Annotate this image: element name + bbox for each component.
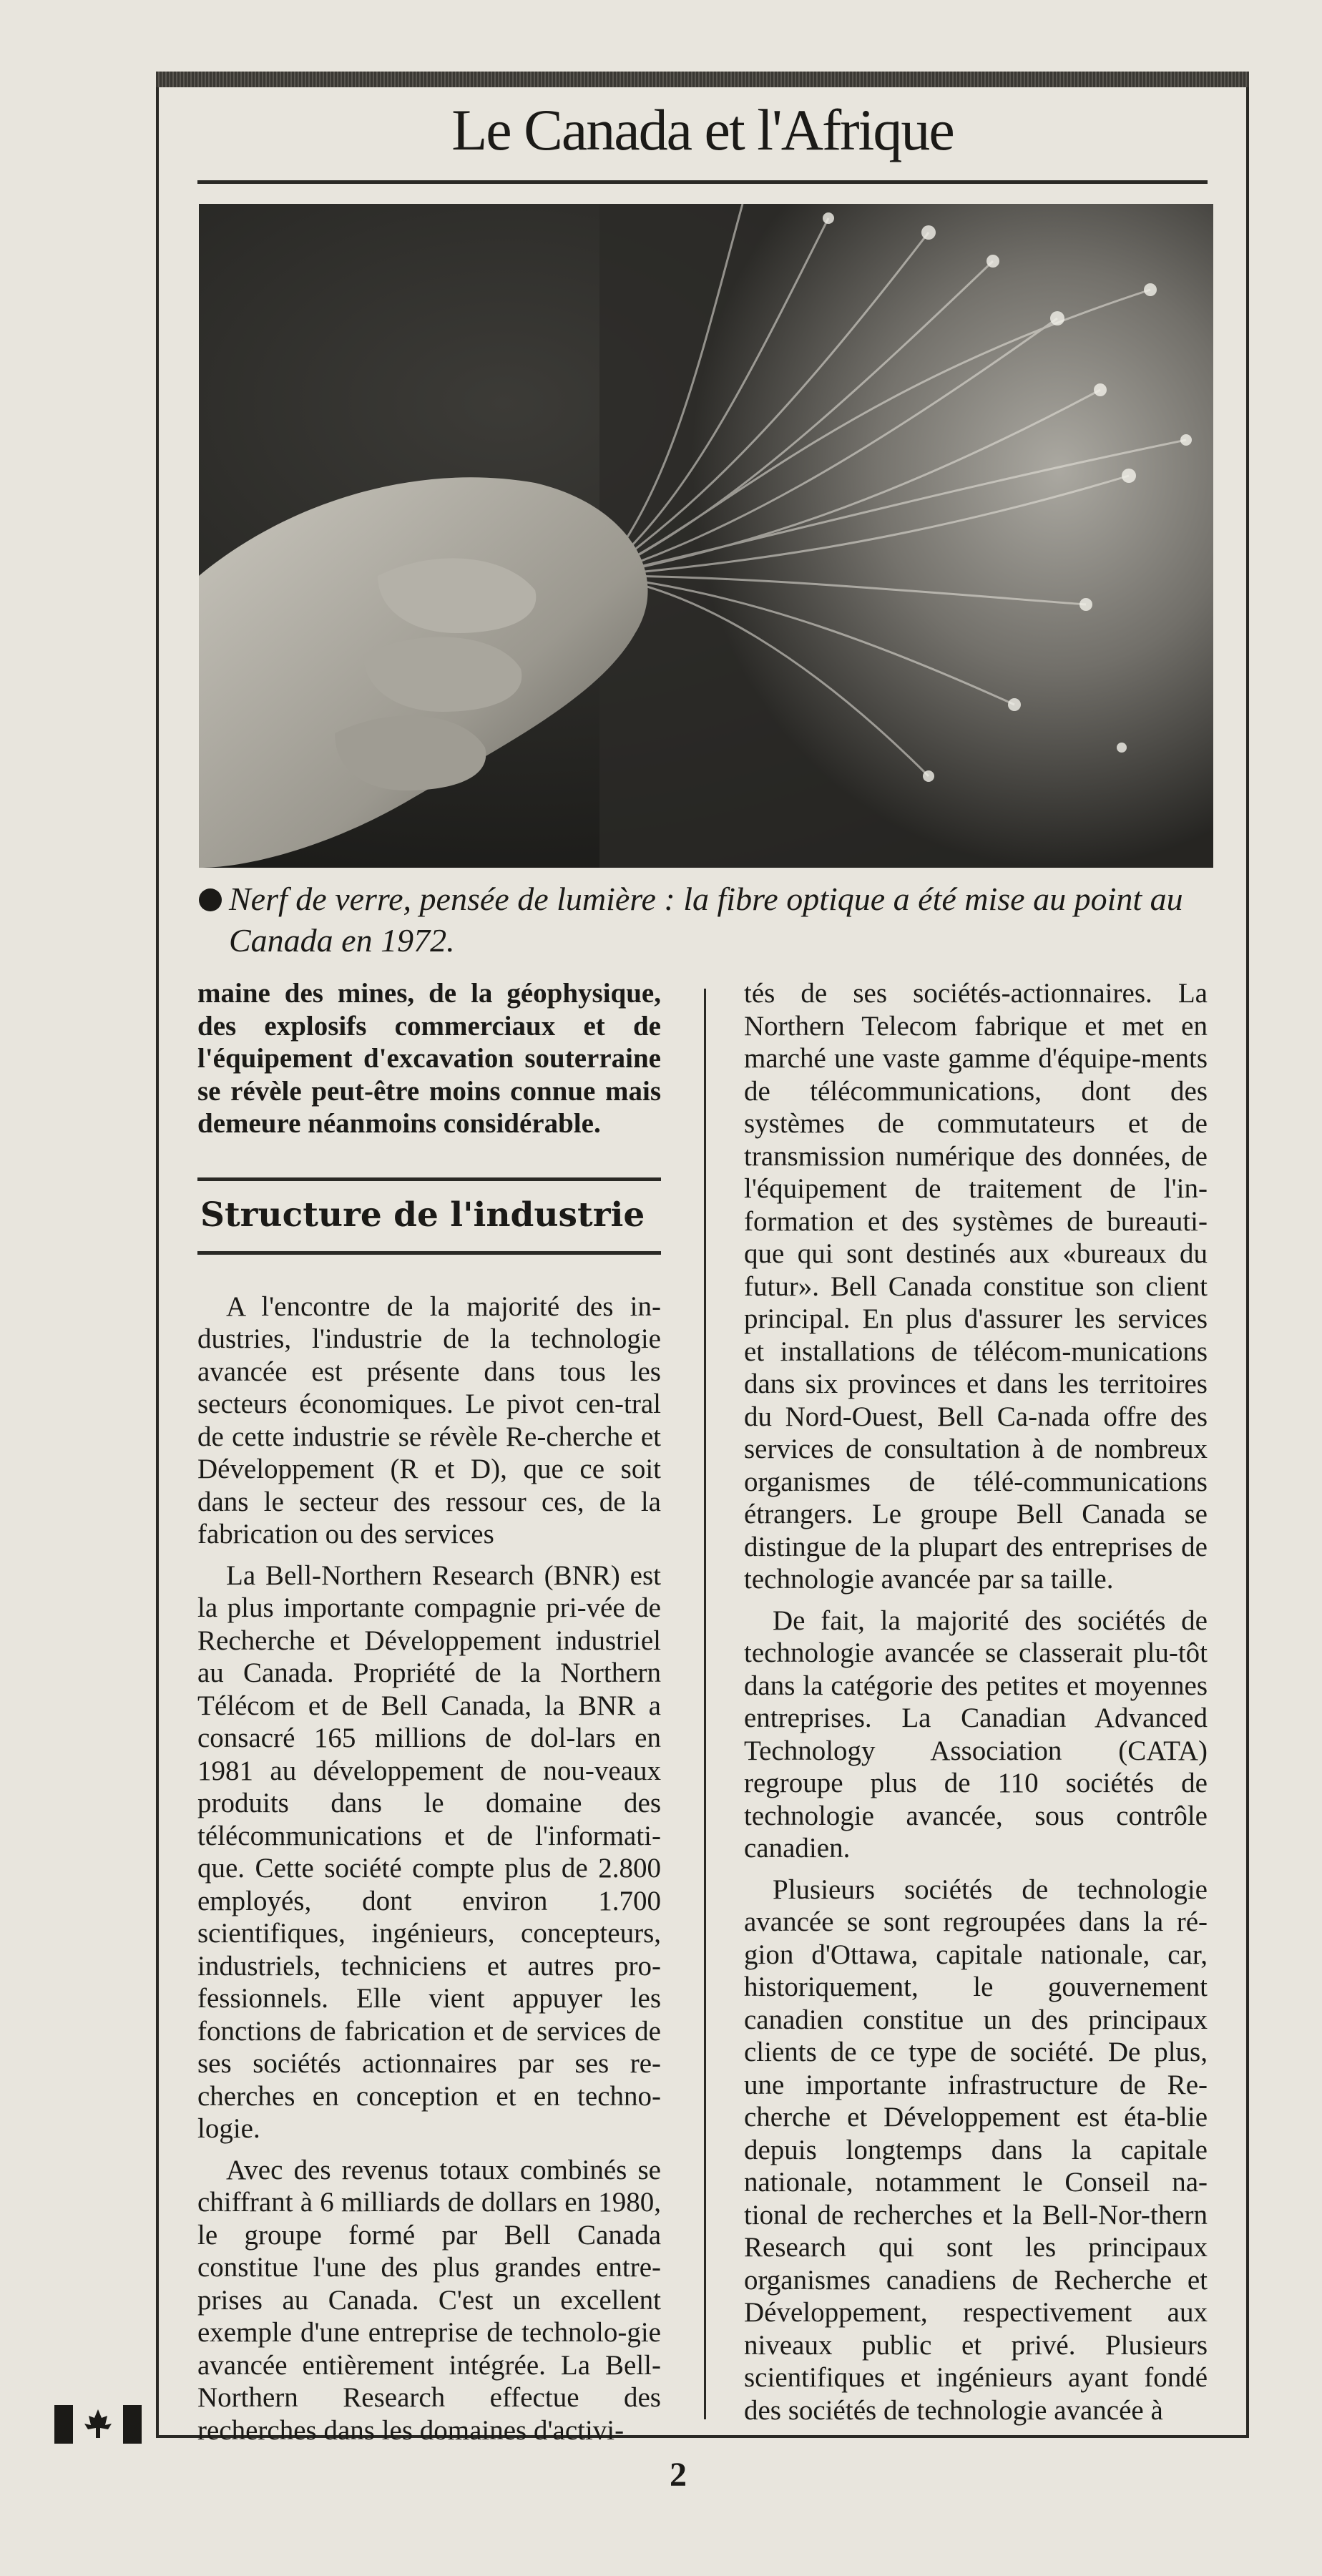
heading-rule-bottom [197, 1251, 661, 1255]
fiber-optic-photo [199, 204, 1213, 868]
canada-flag-icon [54, 2402, 142, 2447]
caption-line-1: Nerf de verre, pensée de lumière : la fibre optique a été mise au point au [229, 881, 1183, 917]
paragraph: La Bell-Northern Research (BNR) est la plus importante compagnie pri-vée de Recherche et Développement industriel au Canada. Propriété de la Northern Télécom et de Bell Canada, la BNR a consacré 165 millions de dol-lars en 1981 au développement de nou-veaux produits dans le domaine des télécommunications et de l'informati-que. Cette société compte plus de 2.800 employés, dont environ 1.700 scientifiques, ingénieurs, concepteurs, industriels, techniciens et autres pro-fessionnels. Elle vient appuyer les fonctions de fabrication et de services de ses sociétés actionnaires par ses re-cherches en conception et en techno-logie. [197, 1559, 661, 2144]
paragraph: A l'encontre de la majorité des in-dustries, l'industrie de la technologie avancée est présente dans tous les secteurs économiques. Le pivot cen-tral de cette industrie se révèle Re-cherche et Développement (R et D), que ce soit dans le secteur des ressour ces, de la fabrication ou des services [197, 1291, 661, 1549]
heading-rule-top [197, 1177, 661, 1181]
top-border-band [156, 72, 1249, 87]
paragraph: tés de ses sociétés-actionnaires. La Northern Telecom fabrique et met en marché une vaste gamme d'équipe-ments de télécommunications, dont des systèmes de commutateurs et de transmission numérique des données, de l'équipement de traitement de l'in-formation et des systèmes de bureauti-que qui sont destinés aux «bureaux du futur». Bell Canada constitue son client principal. En plus d'assurer les services et installations de télécom-munications dans six provinces et dans les territoires du Nord-Ouest, Bell Ca-nada offre des services de consultation à de nombreux organismes de télé-communications étrangers. Le groupe Bell Canada se distingue de la plupart des entreprises de technologie avancée par sa taille. [744, 978, 1208, 1595]
page-number: 2 [670, 2456, 687, 2494]
paragraph: Plusieurs sociétés de technologie avancée se sont regroupées dans la ré-gion d'Ottawa, capitale nationale, car, historiquement, le gouvernement canadien constitue un des principaux clients de ce type de société. De plus, une importante infrastructure de Re-cherche et Développement est éta-blie depuis longtemps dans la capitale nationale, notamment le Conseil na-tional de recherches et la Bell-Nor-thern Research qui sont les principaux organismes canadiens de Recherche et Développement, respectivement aux niveaux public et privé. Plusieurs scientifiques et ingénieurs ayant fondé des sociétés de technologie avancée à [744, 1874, 1208, 2426]
column-divider [704, 989, 706, 2419]
photo-caption [199, 878, 1229, 961]
paragraph: Avec des revenus totaux combinés se chiffrant à 6 milliards de dollars en 1980, le groupe formé par Bell Canada constitue l'une des plus grandes entre-prises au Canada. C'est un excellent exemple d'une entreprise de technolo-gie avancée entièrement intégrée. La Bell-Northern Research effectue des recherches dans les domaines d'activi- [197, 2154, 661, 2446]
bullet-icon [199, 888, 222, 911]
paragraph: De fait, la majorité des sociétés de technologie avancée se classerait plu-tôt dans la catégorie des petites et moyennes entreprises. La Canadian Advanced Technology Association (CATA) regroupe plus de 110 sociétés de technologie avancée, sous contrôle canadien. [744, 1605, 1208, 1864]
left-column [197, 977, 661, 2455]
photo-illustration [199, 204, 1213, 868]
intro-paragraph: maine des mines, de la géophysique, des explosifs commerciaux et de l'équipement d'excavation souterraine se révèle peut-être moins connue mais demeure néanmoins considérable. [197, 978, 661, 1139]
page-title: Le Canada et l'Afrique [451, 97, 954, 162]
title-rule [197, 180, 1208, 184]
section-heading: Structure de l'industrie [200, 1195, 645, 1235]
caption-line-2: Canada en 1972. [229, 922, 455, 959]
right-column [744, 977, 1208, 2435]
